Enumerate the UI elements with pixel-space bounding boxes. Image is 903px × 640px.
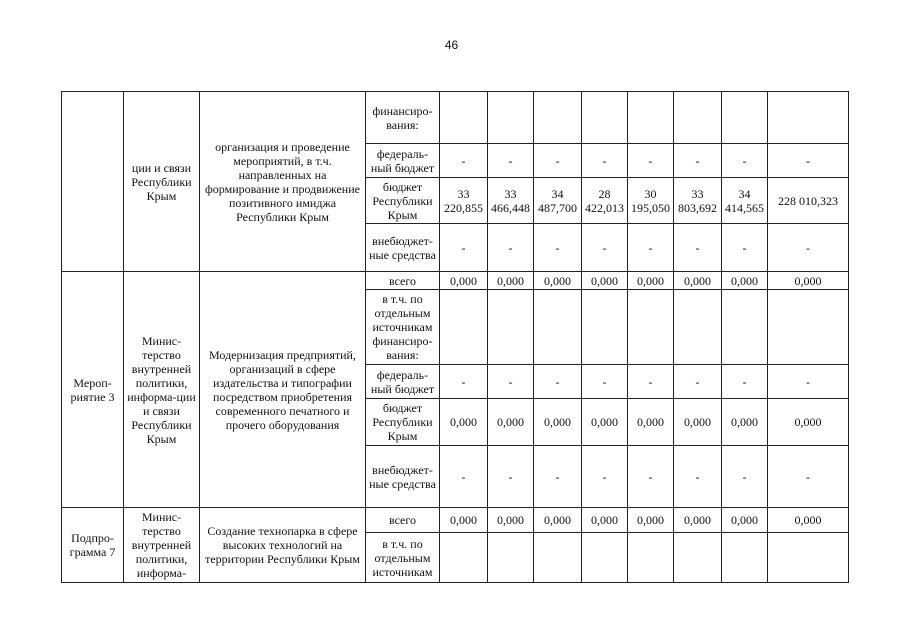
value-cell: 0,000 — [628, 272, 674, 290]
value-cell — [722, 533, 768, 583]
value-cell — [768, 533, 849, 583]
value-cell: - — [582, 224, 628, 272]
value-cell — [674, 290, 722, 365]
value-cell — [440, 533, 488, 583]
value-cell: 0,000 — [768, 399, 849, 446]
value-cell: 0,000 — [534, 399, 582, 446]
value-cell: 0,000 — [674, 508, 722, 533]
value-cell: - — [628, 365, 674, 399]
description-cell: организация и проведение мероприятий, в т.ч. направленных на формирование и продвижение позитивного имиджа Республики Крым — [200, 92, 366, 272]
value-cell: 0,000 — [488, 272, 534, 290]
value-cell: 0,000 — [628, 399, 674, 446]
page-number: 46 — [444, 38, 459, 52]
table-row — [62, 508, 849, 533]
value-cell — [722, 92, 768, 144]
value-cell: - — [628, 224, 674, 272]
value-cell: - — [488, 224, 534, 272]
value-cell: - — [628, 446, 674, 508]
value-cell: - — [674, 144, 722, 178]
description-cell: Модернизация предприятий, организаций в сфере издательства и типографии посредством приобретения современного печатного и прочего оборудования — [200, 272, 366, 508]
value-cell — [488, 290, 534, 365]
value-cell: - — [534, 446, 582, 508]
value-cell — [628, 533, 674, 583]
program-cell: Мероп-риятие 3 — [62, 272, 124, 508]
value-cell: 30 195,050 — [628, 178, 674, 224]
value-cell: 0,000 — [768, 272, 849, 290]
value-cell: - — [534, 224, 582, 272]
source-label: всего — [366, 272, 440, 290]
value-cell: 0,000 — [582, 508, 628, 533]
value-cell: 33 466,448 — [488, 178, 534, 224]
value-cell — [722, 290, 768, 365]
value-cell: - — [722, 144, 768, 178]
value-cell: 0,000 — [534, 272, 582, 290]
budget-table — [61, 91, 849, 583]
value-cell — [534, 92, 582, 144]
source-label: внебюджет-ные средства — [366, 446, 440, 508]
value-cell: - — [674, 365, 722, 399]
value-cell: - — [582, 446, 628, 508]
source-label: федераль-ный бюджет — [366, 365, 440, 399]
value-cell: - — [440, 144, 488, 178]
value-cell — [674, 533, 722, 583]
value-cell — [582, 533, 628, 583]
value-cell: - — [674, 446, 722, 508]
value-cell — [628, 290, 674, 365]
table-row — [62, 92, 849, 144]
source-label: в т.ч. по отдельным источникам финансиро-вания: — [366, 290, 440, 365]
value-cell — [582, 92, 628, 144]
value-cell: 0,000 — [440, 399, 488, 446]
value-cell — [534, 533, 582, 583]
value-cell — [440, 92, 488, 144]
value-cell: - — [768, 224, 849, 272]
executor-cell: Минис-терство внутренней политики, информа-ции и связи Республики Крым — [124, 272, 200, 508]
value-cell: 33 803,692 — [674, 178, 722, 224]
value-cell — [674, 92, 722, 144]
source-label: финансиро-вания: — [366, 92, 440, 144]
source-label: бюджет Республики Крым — [366, 178, 440, 224]
value-cell: - — [440, 365, 488, 399]
value-cell: 0,000 — [582, 399, 628, 446]
value-cell: - — [488, 144, 534, 178]
value-cell: - — [768, 446, 849, 508]
value-cell: 0,000 — [440, 508, 488, 533]
value-cell: - — [722, 224, 768, 272]
executor-cell: Минис-терство внутренней политики, информа- — [124, 508, 200, 583]
value-cell: - — [582, 365, 628, 399]
value-cell — [582, 290, 628, 365]
source-label: всего — [366, 508, 440, 533]
value-cell — [488, 533, 534, 583]
value-cell: - — [488, 446, 534, 508]
value-cell: - — [440, 446, 488, 508]
description-cell: Создание технопарка в сфере высоких технологий на территории Республики Крым — [200, 508, 366, 583]
value-cell: 0,000 — [628, 508, 674, 533]
value-cell — [628, 92, 674, 144]
value-cell: 0,000 — [722, 399, 768, 446]
value-cell: 0,000 — [674, 272, 722, 290]
value-cell: - — [722, 446, 768, 508]
value-cell: - — [674, 224, 722, 272]
value-cell: - — [768, 144, 849, 178]
value-cell: - — [582, 144, 628, 178]
value-cell: - — [488, 365, 534, 399]
value-cell: 0,000 — [582, 272, 628, 290]
value-cell — [768, 92, 849, 144]
value-cell: 0,000 — [440, 272, 488, 290]
value-cell: - — [440, 224, 488, 272]
value-cell: 0,000 — [722, 508, 768, 533]
value-cell: 0,000 — [674, 399, 722, 446]
source-label: бюджет Республики Крым — [366, 399, 440, 446]
program-cell: Подпро-грамма 7 — [62, 508, 124, 583]
value-cell — [440, 290, 488, 365]
value-cell: 28 422,013 — [582, 178, 628, 224]
value-cell — [488, 92, 534, 144]
value-cell: 34 414,565 — [722, 178, 768, 224]
program-cell — [62, 92, 124, 272]
value-cell: - — [628, 144, 674, 178]
value-cell: - — [722, 365, 768, 399]
source-label: в т.ч. по отдельным источникам — [366, 533, 440, 583]
value-cell: 33 220,855 — [440, 178, 488, 224]
value-cell: 0,000 — [488, 399, 534, 446]
value-cell: 228 010,323 — [768, 178, 849, 224]
value-cell: 34 487,700 — [534, 178, 582, 224]
value-cell: 0,000 — [768, 508, 849, 533]
table-row — [62, 272, 849, 290]
value-cell: 0,000 — [488, 508, 534, 533]
value-cell — [768, 290, 849, 365]
executor-cell: ции и связи Республики Крым — [124, 92, 200, 272]
value-cell: - — [534, 365, 582, 399]
source-label: федераль-ный бюджет — [366, 144, 440, 178]
value-cell: 0,000 — [722, 272, 768, 290]
value-cell: 0,000 — [534, 508, 582, 533]
value-cell: - — [534, 144, 582, 178]
value-cell: - — [768, 365, 849, 399]
value-cell — [534, 290, 582, 365]
source-label: внебюджет-ные средства — [366, 224, 440, 272]
